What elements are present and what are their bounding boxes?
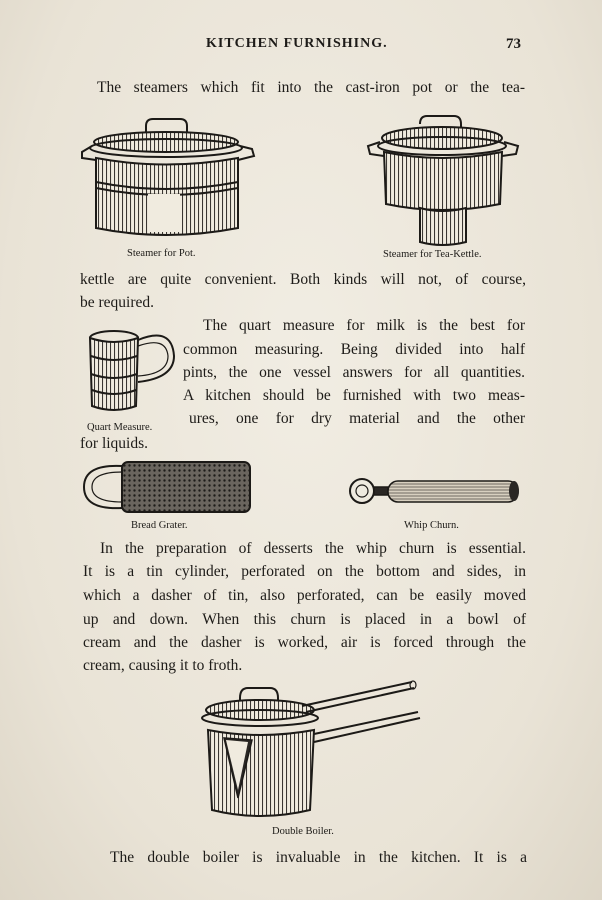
text-line: It is a tin cylinder, perforated on the bottom and sides, in (83, 563, 526, 580)
text-line: The quart measure for milk is the best for (203, 317, 525, 334)
text-line: cream and the dasher is worked, air is forced through the (83, 634, 526, 651)
text-line: cream, causing it to froth. (83, 657, 243, 674)
text-line: common measuring. Being divided into half (183, 341, 525, 358)
text-line: The steamers which fit into the cast-iron pot or the tea- (97, 79, 525, 96)
text-line: ures, one for dry material and the other (189, 410, 525, 427)
caption-whip-churn: Whip Churn. (404, 520, 459, 531)
text-line: kettle are quite convenient. Both kinds will not, of course, (80, 271, 526, 288)
caption-double-boiler: Double Boiler. (272, 826, 334, 837)
bread-grater-illustration (82, 458, 254, 516)
page-number: 73 (506, 36, 521, 52)
caption-steamer-for-pot: Steamer for Pot. (127, 248, 196, 259)
text-line: up and down. When this churn is placed in a bowl of (83, 611, 526, 628)
text-line: In the preparation of desserts the whip churn is essential. (100, 540, 526, 557)
steamer-for-tea-kettle-illustration (362, 106, 528, 246)
text-line: The double boiler is invaluable in the kitchen. It is a (110, 849, 527, 866)
double-boiler-illustration (198, 676, 430, 824)
text-line: A kitchen should be furnished with two meas- (183, 387, 525, 404)
whip-churn-illustration (346, 474, 526, 510)
text-line: pints, the one vessel answers for all quantities. (183, 364, 525, 381)
quart-measure-illustration (86, 326, 178, 416)
page-header (0, 36, 602, 56)
text-line: be required. (80, 294, 155, 311)
running-title: KITCHEN FURNISHING. (206, 36, 388, 51)
caption-quart-measure: Quart Measure. (87, 422, 153, 433)
caption-bread-grater: Bread Grater. (131, 520, 188, 531)
caption-steamer-for-tea-kettle: Steamer for Tea-Kettle. (383, 249, 482, 260)
text-line: which a dasher of tin, also perforated, can be easily moved (83, 587, 526, 604)
text-line: for liquids. (80, 435, 149, 452)
steamer-for-pot-illustration (78, 116, 258, 246)
